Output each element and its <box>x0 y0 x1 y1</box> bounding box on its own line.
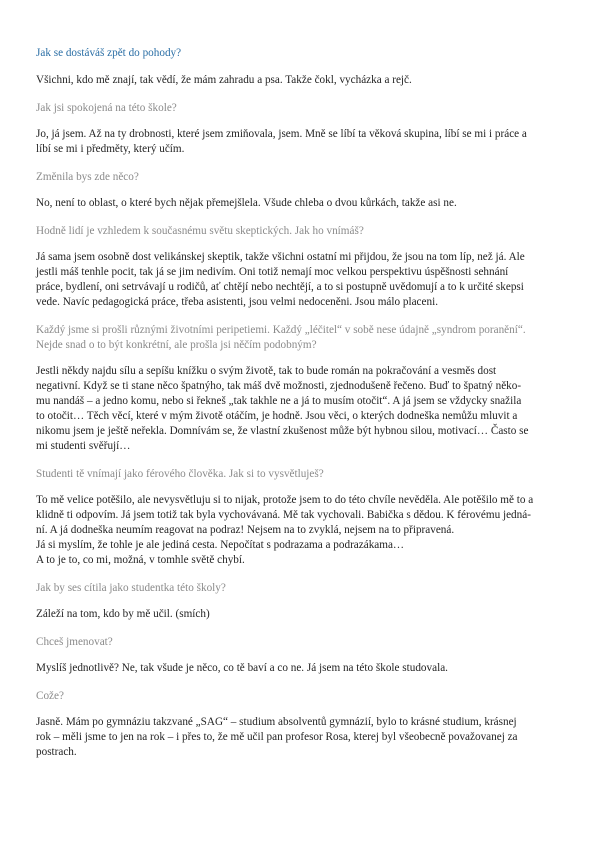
question-paragraph <box>36 46 574 61</box>
answer-line: postrach. <box>36 746 77 758</box>
question-line: Hodně lidí je vzhledem k současnému světu skeptických. Jak ho vnímáš? <box>36 225 364 237</box>
question-line: Studenti tě vnímají jako férového člověka. Jak si to vysvětluješ? <box>36 468 324 480</box>
answer-line: No, není to oblast, o které bych nějak přemejšlela. Všude chleba o dvou kůrkách, takže asi ne. <box>36 197 457 209</box>
answer-line: Jestli někdy najdu sílu a sepíšu knížku o svým životě, tak to bude román na pokračování a vesměs dost <box>36 365 497 377</box>
question-paragraph <box>36 170 574 185</box>
question-line: Jak se dostáváš zpět do pohody? <box>36 47 182 59</box>
answer-line: nikomu jsem je ještě neřekla. Domnívám se, že vlastní zkušenost může být hybnou silou, motivací… Často se <box>36 425 529 437</box>
question-paragraph <box>36 101 574 116</box>
question-paragraph <box>36 224 574 239</box>
answer-line: mi studenti svěřují… <box>36 440 131 452</box>
answer-line: klidně ti odpovím. Já jsem totiž tak byla vychovávaná. Mě tak vychovali. Babička s dědou. K férovému jedná- <box>36 509 531 521</box>
answer-line: mu nandáš – a jedno komu, nebo si řekneš „tak takhle ne a já to musím otočit“. A já jsem se vždycky snažila <box>36 395 522 407</box>
answer-line: Myslíš jednotlivě? Ne, tak všude je něco, co tě baví a co ne. Já jsem na této škole studovala. <box>36 662 448 674</box>
answer-paragraph <box>36 250 574 310</box>
question-line: Každý jsme si prošli různými životními peripetiemi. Každý „léčitel“ v sobě nese údajně „syndrom poranění“. <box>36 324 526 336</box>
question-line: Jak jsi spokojená na této škole? <box>36 102 177 114</box>
answer-line: rok – měli jsme to jen na rok – i přes to, že mě učil pan profesor Rosa, kterej byl všeobecně považovanej za <box>36 731 518 743</box>
answer-line: práce, bydlení, oni setrvávají u rodičů, ať chtějí nebo nechtějí, a to si postupně uvědomují a to k určité skepsi <box>36 281 524 293</box>
answer-line: A to je to, co mi, možná, v tomhle světě chybí. <box>36 554 245 566</box>
answer-paragraph <box>36 364 574 454</box>
question-line: Změnila bys zde něco? <box>36 171 139 183</box>
answer-line: Jasně. Mám po gymnáziu takzvané „SAG“ – studium absolventů gymnázií, bylo to krásné studium, krásnej <box>36 716 517 728</box>
answer-line: Já sama jsem osobně dost velikánskej skeptik, takže všichni ostatní mi přijdou, že jsou na tom líp, než já. Ale <box>36 251 525 263</box>
question-paragraph <box>36 323 574 353</box>
interview-content <box>36 46 574 760</box>
answer-line: Jo, já jsem. Až na ty drobnosti, které jsem zmiňovala, jsem. Mně se líbí ta věková skupina, líbí se mi i práce a <box>36 128 527 140</box>
question-paragraph <box>36 689 574 704</box>
answer-paragraph <box>36 607 574 622</box>
answer-line: Všichni, kdo mě znají, tak vědí, že mám zahradu a psa. Takže čokl, vycházka a rejč. <box>36 74 412 86</box>
question-line: Jak by ses cítila jako studentka této školy? <box>36 582 226 594</box>
answer-line: To mě velice potěšilo, ale nevysvětluju si to nijak, protože jsem to do této chvíle nevěděla. Ale potěšilo mě to a <box>36 494 534 506</box>
answer-paragraph <box>36 493 574 568</box>
question-paragraph <box>36 581 574 596</box>
question-paragraph <box>36 467 574 482</box>
answer-paragraph <box>36 127 574 157</box>
question-line: Nejde snad o to být konkrétní, ale prošla jsi něčím podobným? <box>36 339 317 351</box>
answer-paragraph <box>36 73 574 88</box>
answer-line: Já si myslím, že tohle je ale jediná cesta. Nepočítat s podrazama a podrazákama… <box>36 539 405 551</box>
answer-line: negativní. Když se ti stane něco špatnýho, tak máš dvě možnosti, zjednodušeně řečeno. Buď to špatný něko- <box>36 380 522 392</box>
question-paragraph <box>36 635 574 650</box>
answer-line: líbí se mi i předměty, který učím. <box>36 143 185 155</box>
question-line: Cože? <box>36 690 64 702</box>
answer-paragraph <box>36 661 574 676</box>
answer-line: vede. Navíc pedagogická práce, třeba asistenti, jsou velmi nedoceněni. Jsou málo placeni. <box>36 296 438 308</box>
answer-line: Záleží na tom, kdo by mě učil. (smích) <box>36 608 210 620</box>
question-line: Chceš jmenovat? <box>36 636 113 648</box>
answer-paragraph <box>36 715 574 760</box>
answer-paragraph <box>36 196 574 211</box>
answer-line: ní. A já dodneška neumím reagovat na podraz! Nejsem na to zvyklá, nejsem na to připravená. <box>36 524 455 536</box>
answer-line: jestli máš tenhle pocit, tak já se jim nedivím. Oni totiž nemají moc velkou perspektivu úspěšnosti sehnání <box>36 266 509 278</box>
answer-line: to otočit… Těch věcí, které v mým životě otáčím, je hodně. Jsou věci, o kterých dodneška nemůžu mluvit a <box>36 410 518 422</box>
